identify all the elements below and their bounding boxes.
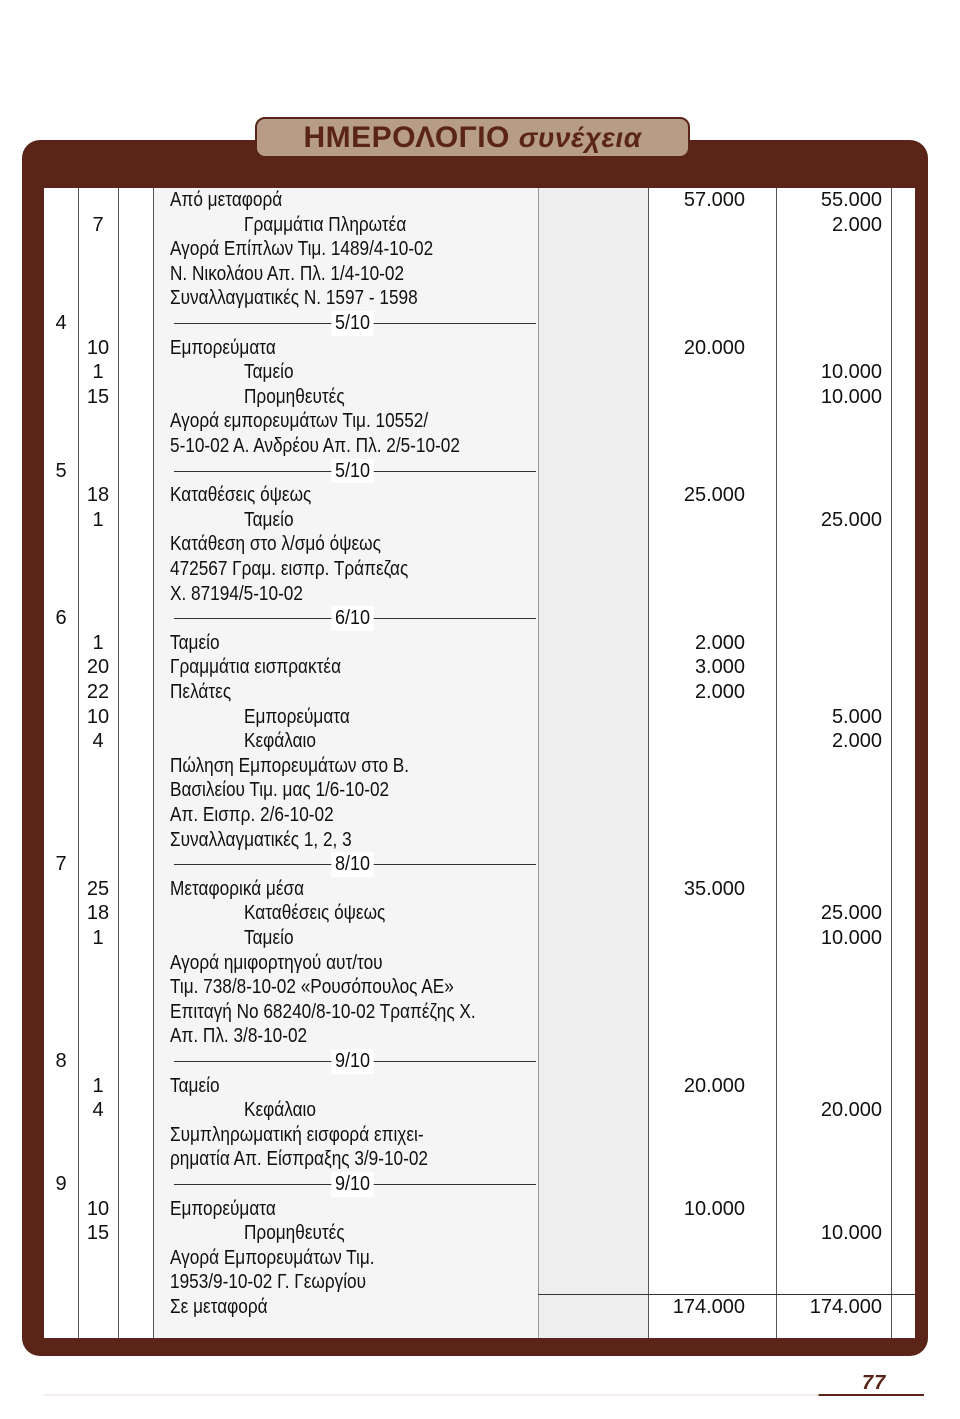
entry-date: 8/10 [331, 852, 373, 877]
credit-amount: 5.000 [831, 705, 882, 728]
credit-amount: 55.000 [820, 189, 882, 211]
entry-description: Ταμείο [244, 508, 294, 531]
credit-amount: 20.000 [820, 1099, 882, 1122]
account-code: 4 [92, 1099, 104, 1122]
journal-date-separator [44, 606, 915, 631]
journal-row [44, 1000, 915, 1025]
title-main: ΗΜΕΡΟΛΟΓΙΟ [303, 121, 510, 154]
journal-row [44, 1197, 915, 1222]
entry-description: Ταμείο [170, 631, 220, 654]
entry-description: Προμηθευτές [244, 1222, 345, 1245]
entry-date: 6/10 [331, 606, 373, 631]
entry-description: Αγορά ημιφορτηγού αυτ/του [170, 951, 383, 974]
account-code: 15 [86, 1222, 110, 1245]
journal-row [44, 729, 915, 754]
journal-row [44, 877, 915, 902]
journal-row [44, 901, 915, 926]
entry-description: Κεφάλαιο [244, 730, 316, 753]
entry-description: Γραμμάτια Πληρωτέα [244, 213, 407, 236]
entry-description: Εμπορεύματα [244, 705, 350, 728]
credit-amount: 25.000 [820, 508, 882, 531]
journal-row [44, 286, 915, 311]
entry-description: Τιμ. 738/8-10-02 «Ρουσόπουλος ΑΕ» [170, 976, 454, 999]
credit-amount: 2.000 [831, 213, 882, 236]
entry-description: Απ. Εισπρ. 2/6-10-02 [170, 804, 334, 826]
journal-row [44, 532, 915, 557]
journal-row [44, 213, 915, 238]
account-code: 20 [86, 656, 110, 679]
entry-description: Σε μεταφορά [170, 1296, 268, 1318]
journal-row [44, 778, 915, 803]
journal-date-separator [44, 459, 915, 484]
day-number: 8 [55, 1050, 67, 1072]
entry-description: Ταμείο [170, 1074, 220, 1097]
account-code: 1 [92, 1074, 104, 1097]
journal-row [44, 975, 915, 1000]
journal-row [44, 188, 915, 213]
journal-date-separator [44, 1172, 915, 1197]
account-code: 7 [92, 213, 104, 236]
day-number: 5 [55, 459, 67, 482]
journal-row [44, 828, 915, 853]
entry-description: Χ. 87194/5-10-02 [170, 582, 303, 605]
entry-description: Συναλλαγματικές Ν. 1597 - 1598 [170, 287, 418, 310]
journal-row [44, 1270, 915, 1295]
debit-amount: 2.000 [694, 631, 745, 654]
entry-description: Βασιλείου Τιμ. μας 1/6-10-02 [170, 779, 390, 802]
entry-description: Ταμείο [244, 927, 294, 949]
entry-description: Συμπληρωματική εισφορά επιχει- [170, 1123, 424, 1146]
entry-description: 1953/9-10-02 Γ. Γεωργίου [170, 1271, 366, 1294]
journal-date-separator [44, 1049, 915, 1074]
account-code: 22 [86, 681, 110, 703]
journal-row [44, 360, 915, 385]
entry-description: Αγορά Επίπλων Τιμ. 1489/4-10-02 [170, 238, 434, 261]
day-number: 9 [55, 1173, 67, 1195]
debit-amount: 2.000 [694, 681, 745, 703]
journal-row [44, 1098, 915, 1123]
entry-description: Αγορά Εμπορευμάτων Τιμ. [170, 1246, 375, 1269]
journal-row [44, 336, 915, 361]
debit-amount: 25.000 [683, 484, 745, 507]
footer-rule [44, 1394, 924, 1396]
debit-amount: 20.000 [683, 1074, 745, 1097]
account-code: 25 [86, 877, 110, 900]
journal-row [44, 237, 915, 262]
page-number: 77 [862, 1372, 887, 1394]
entry-description: Πώληση Εμπορευμάτων στο Β. [170, 754, 410, 777]
entry-description: Κεφάλαιο [244, 1099, 316, 1122]
debit-amount: 20.000 [683, 336, 745, 359]
account-code: 1 [92, 508, 104, 531]
credit-amount: 10.000 [820, 385, 882, 408]
account-code: 1 [92, 927, 104, 949]
journal-date-separator [44, 852, 915, 877]
credit-amount: 174.000 [809, 1296, 882, 1318]
total-rule [538, 1294, 915, 1295]
journal-row [44, 1295, 915, 1320]
day-number: 7 [55, 853, 67, 876]
entry-description: Ταμείο [244, 361, 294, 384]
journal-row [44, 434, 915, 459]
journal-row [44, 803, 915, 828]
entry-date: 9/10 [331, 1049, 373, 1074]
title-italic: συνέχεια [518, 122, 642, 153]
entry-description: Καταθέσεις όψεως [170, 484, 312, 507]
journal-title [255, 117, 690, 158]
journal-row [44, 680, 915, 705]
journal-row [44, 926, 915, 951]
credit-amount: 10.000 [820, 361, 882, 384]
account-code: 10 [86, 336, 110, 359]
entry-description: Καταθέσεις όψεως [244, 902, 386, 925]
account-code: 15 [86, 385, 110, 408]
journal-row [44, 557, 915, 582]
account-code: 1 [92, 631, 104, 654]
journal-row [44, 1123, 915, 1148]
entry-description: Μεταφορικά μέσα [170, 877, 305, 900]
entry-date: 9/10 [331, 1172, 373, 1197]
journal-row [44, 1246, 915, 1271]
journal-table [44, 188, 915, 1338]
journal-row [44, 1024, 915, 1049]
journal-row [44, 385, 915, 410]
entry-description: Εμπορεύματα [170, 1197, 276, 1220]
account-code: 10 [86, 705, 110, 728]
journal-row [44, 951, 915, 976]
journal-row [44, 1221, 915, 1246]
entry-description: Εμπορεύματα [170, 336, 276, 359]
entry-description: 472567 Γραμ. εισπρ. Τράπεζας [170, 558, 409, 580]
account-code: 10 [86, 1197, 110, 1220]
entry-description: Συναλλαγματικές 1, 2, 3 [170, 828, 352, 851]
entry-description: Κατάθεση στο λ/σμό όψεως [170, 533, 381, 556]
journal-row [44, 1147, 915, 1172]
entry-description: Προμηθευτές [244, 385, 345, 408]
entry-description: Πελάτες [170, 681, 232, 703]
debit-amount: 3.000 [694, 656, 745, 679]
journal-row [44, 631, 915, 656]
journal-date-separator [44, 311, 915, 336]
journal-row [44, 483, 915, 508]
entry-date: 5/10 [331, 459, 373, 484]
account-code: 1 [92, 361, 104, 384]
credit-amount: 10.000 [820, 927, 882, 949]
entry-description: ρηματία Απ. Είσπραξης 3/9-10-02 [170, 1148, 428, 1171]
debit-amount: 174.000 [672, 1296, 745, 1318]
credit-amount: 10.000 [820, 1222, 882, 1245]
debit-amount: 35.000 [683, 877, 745, 900]
entry-description: Απ. Πλ. 3/8-10-02 [170, 1025, 308, 1048]
journal-row [44, 655, 915, 680]
entry-description: Αγορά εμπορευμάτων Τιμ. 10552/ [170, 410, 429, 433]
day-number: 6 [55, 607, 67, 630]
journal-row [44, 508, 915, 533]
journal-row [44, 262, 915, 287]
account-code: 18 [86, 484, 110, 507]
entry-description: 5-10-02 Α. Ανδρέου Απ. Πλ. 2/5-10-02 [170, 435, 460, 457]
credit-amount: 25.000 [820, 902, 882, 925]
journal-row [44, 754, 915, 779]
account-code: 18 [86, 902, 110, 925]
entry-description: Γραμμάτια εισπρακτέα [170, 656, 342, 679]
debit-amount: 10.000 [683, 1197, 745, 1220]
journal-row [44, 409, 915, 434]
debit-amount: 57.000 [683, 189, 745, 211]
entry-description: Ν. Νικολάου Απ. Πλ. 1/4-10-02 [170, 262, 405, 285]
credit-amount: 2.000 [831, 730, 882, 753]
entry-description: Επιταγή Νο 68240/8-10-02 Τραπέζης Χ. [170, 1000, 476, 1023]
journal-row [44, 582, 915, 607]
account-code: 4 [92, 730, 104, 753]
entry-date: 5/10 [331, 311, 373, 336]
journal-row [44, 705, 915, 730]
day-number: 4 [55, 312, 67, 334]
entry-description: Από μεταφορά [170, 189, 283, 211]
journal-row [44, 1074, 915, 1099]
